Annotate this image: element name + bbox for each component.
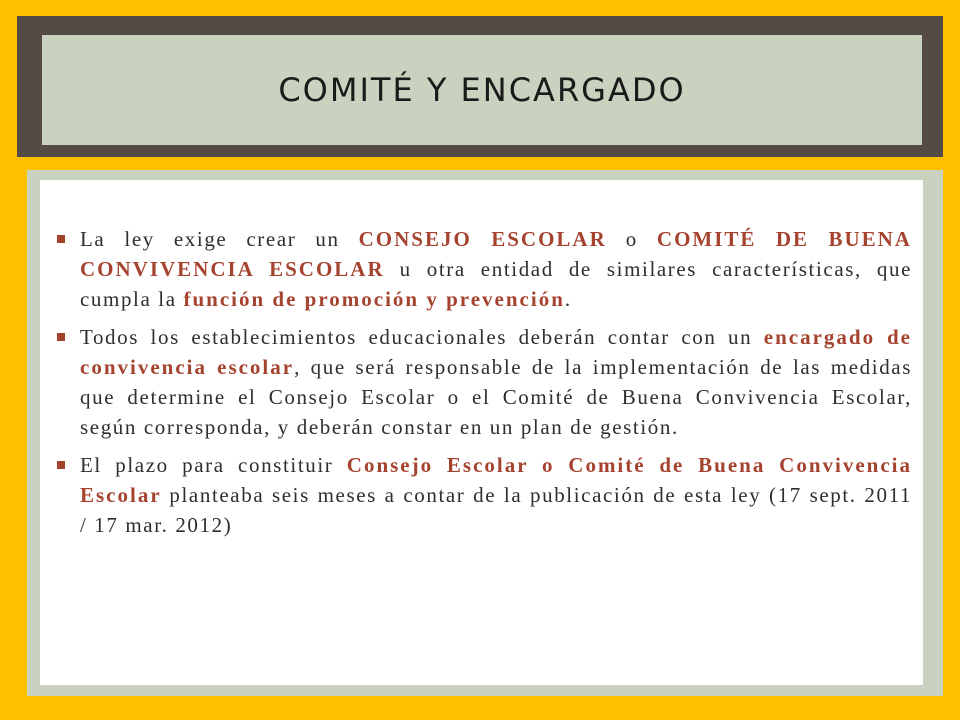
bullet-1-highlight: COMITÉ DE BUENA CONVIVENCIA ESCOLAR: [80, 227, 912, 281]
slide-title: COMITÉ Y ENCARGADO: [278, 71, 686, 109]
square-bullet-icon: [57, 461, 65, 469]
bullet-1-text: La ley exige crear un: [80, 227, 359, 251]
bullet-1-text: u otra entidad de similares características, que cumpla la: [80, 257, 912, 311]
bullet-item-1: [54, 224, 912, 314]
bullet-1-text: .: [564, 287, 572, 311]
bullet-list: [54, 224, 912, 548]
bullet-1-highlight: CONSEJO ESCOLAR: [358, 227, 607, 251]
bullet-3-text: El plazo para constituir: [80, 453, 347, 477]
bullet-3-text: planteaba seis meses a contar de la publicación de esta ley (17 sept. 2011 / 17 mar. 2012): [80, 483, 912, 537]
bullet-2-text: Todos los establecimientos educacionales deberán contar con un: [80, 325, 764, 349]
bullet-3-highlight: Consejo Escolar o Comité de Buena Convivencia Escolar: [80, 453, 912, 507]
bullet-1-text: o: [606, 227, 657, 251]
bullet-2-highlight: encargado de convivencia escolar: [80, 325, 912, 379]
bullet-item-2: [54, 322, 912, 442]
square-bullet-icon: [57, 235, 65, 243]
bullet-2-text: , que será responsable de la implementación de las medidas que determine el Consejo Escolar o el Comité de Buena Convivencia Escolar, según corresponda, y deberán constar en un plan de gestión.: [80, 355, 912, 439]
square-bullet-icon: [57, 333, 65, 341]
title-panel: [42, 35, 922, 145]
bullet-1-highlight: función de promoción y prevención: [183, 287, 565, 311]
bullet-item-3: [54, 450, 912, 540]
